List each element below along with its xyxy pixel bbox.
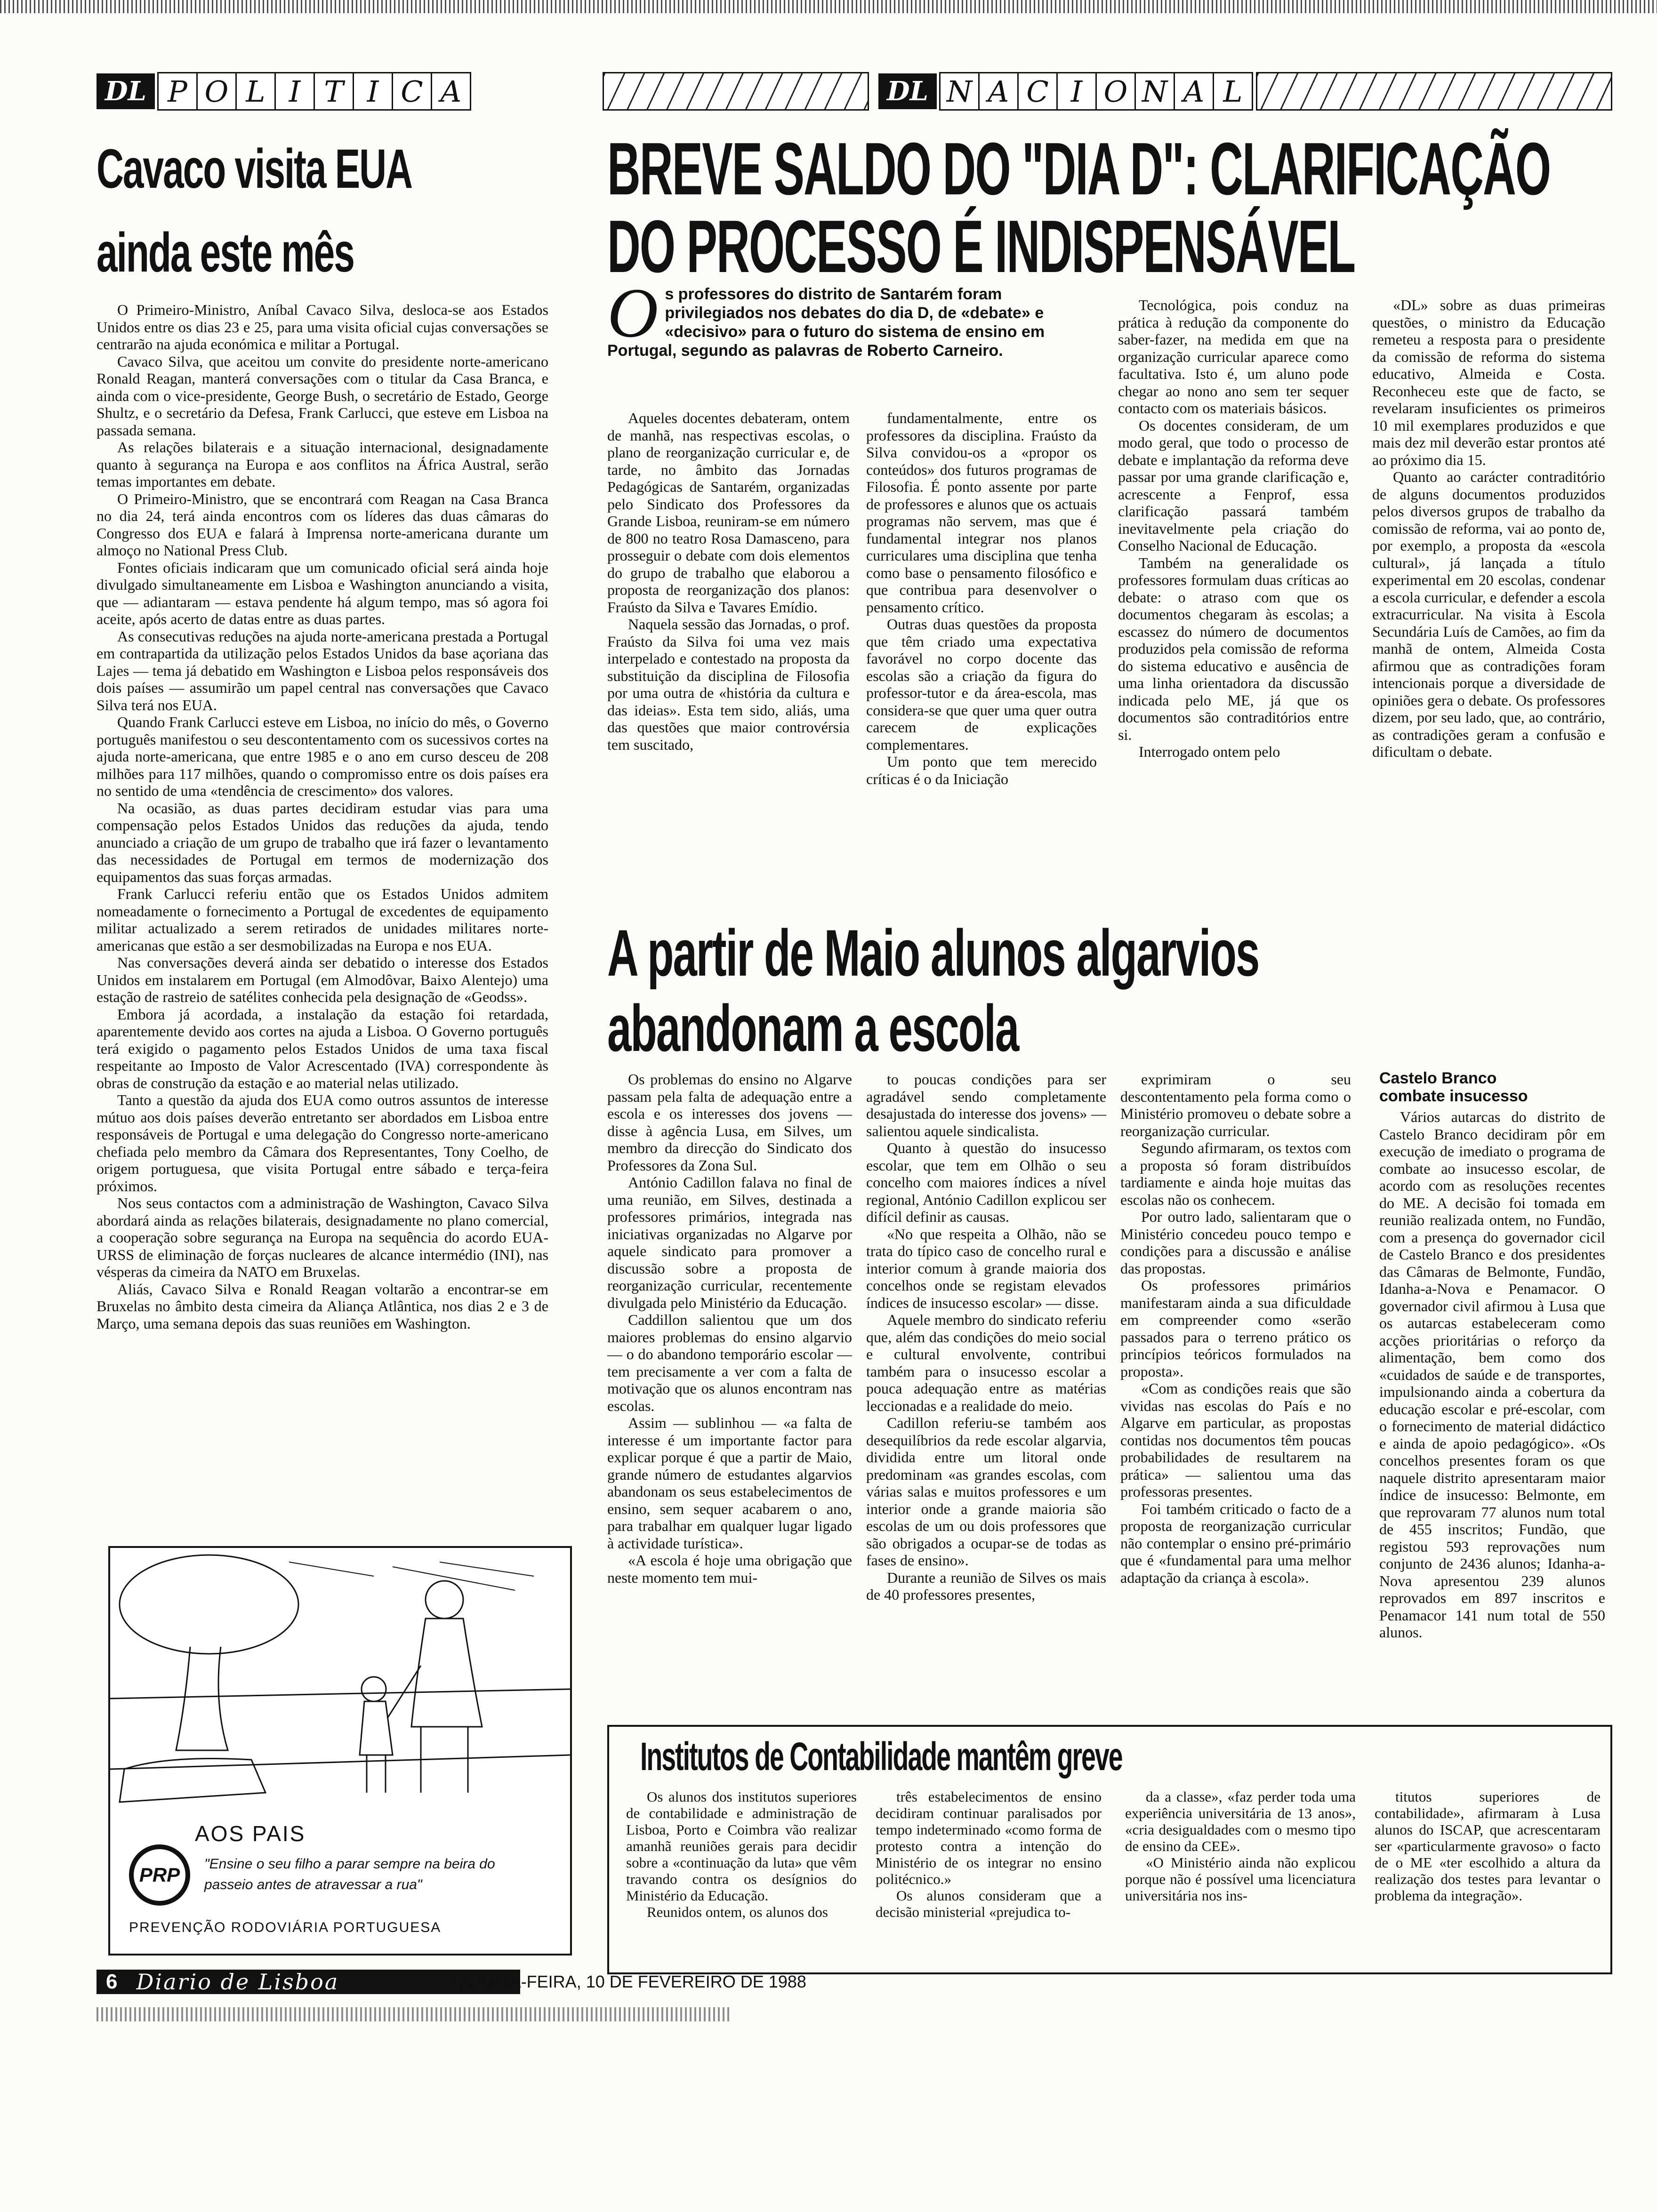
paragraph: Os alunos dos institutos superiores de contabilidade e administração de Lisboa, Porto e Coimbra vão realizar amanhã reuniões gerais para decidir sobre a «continuação da luta» que vêm travando contra os desígnios do Ministério da Educação. — [626, 1788, 857, 1904]
paragraph: Frank Carlucci referiu então que os Estados Unidos admitem nomeadamente o fornecimento a Portugal de excedentes de equipamento militar actualizado a serem retirados de unidades militares norte-americanas que estão a ser desmobilizadas na Europa e nos EUA. — [97, 885, 548, 954]
paragraph: Cadillon referiu-se também aos desequilíbrios da rede escolar algarvia, dividida entre um litoral onde predominam «as grandes escolas, com várias salas e muitos professores e um interior onde a grande maioria são escolas de um ou dois professores que são obrigados a ocupar-se de todas as fases de ensino». — [866, 1414, 1106, 1569]
paragraph: O Primeiro-Ministro, Aníbal Cavaco Silva, desloca-se aos Estados Unidos entre os dias 23 e 25, para uma visita oficial cujas conversações se centrarão na ajuda económica e militar a Portugal. — [97, 301, 548, 353]
paragraph: Quando Frank Carlucci esteve em Lisboa, no início do mês, o Governo português manifestou o seu descontentamento com os sucessivos cortes na ajuda norte-americana, que entre 1985 e o ano em curso desceu de 208 milhões para 117 milhões, quando o compromisso entre os dois países era no sentido de uma «tendência de crescimento» dos valores. — [97, 713, 548, 799]
paragraph: Tanto a questão da ajuda dos EUA como outros assuntos de interesse mútuo aos dois países deverão entretanto ser abordados em Lisboa entre responsáveis de Portugal e uma delegação do Congresso norte-americano chefiada pelo membro da Câmara dos Representantes, Tony Coelho, de origem portuguesa, que visita Portugal entre sábado e terça-feira próximos. — [97, 1091, 548, 1194]
dl-logo: DL — [97, 73, 155, 109]
paragraph: Outras duas questões da proposta que têm criado uma expectativa favorável no corpo docente das escolas são a criação da figura do professor-tutor e da área-escola, mas considera-se que quer uma quer outra carecem de explicações complementares. — [866, 616, 1097, 753]
algarve-column-2 — [866, 1071, 1106, 1603]
paragraph: Naquela sessão das Jornadas, o prof. Fraústo da Silva foi uma vez mais interpelado e contestado na proposta da substituição da disciplina de Filosofia por uma outra de «história da cultura e das ideias». Esta tem sido, aliás, uma das questões que maior controvérsia tem suscitado, — [607, 616, 850, 753]
nacional-column-4 — [1372, 297, 1605, 761]
nacional-column-3 — [1118, 297, 1349, 761]
algarve-column-3 — [1120, 1071, 1351, 1586]
section-label-politica — [159, 72, 471, 111]
institutos-column-2 — [876, 1788, 1102, 1920]
section-letter: O — [196, 72, 237, 111]
road-safety-ad — [108, 1546, 572, 1956]
ad-title: AOS PAIS — [195, 1821, 306, 1846]
paragraph: Vários autarcas do distrito de Castelo Branco decidiram pôr em execução de imediato o programa de combate ao insucesso escolar, de acordo com as resoluções recentes do ME. A decisão foi tomada em reunião realizada ontem, no Fundão, com a presença do governador cicil de Castelo Branco e dos presidentes das Câmaras de Belmonte, Fundão, Idanha-a-Nova e Penamacor. O governador civil afirmou à Lusa que os autarcas estabeleceram como acções prioritárias o reforço da alimentação, bem como dos «cuidados de saúde e de transportes, impulsionando ainda a cobertura da educação escolar e pré-escolar, com o fornecimento de material didáctico e ainda de apoio pedagógico». «Os concelhos presentes foram os que naquele distrito apresentaram maior índice de insucesso: Belmonte, em que reprovaram 77 alunos num total de 455 inscritos; Fundão, que registou 593 reprovações num conjunto de 2436 alunos; Idanha-a-Nova apresentou 239 alunos reprovados em 897 inscritos e Penamacor 141 num total de 550 alunos. — [1379, 1108, 1605, 1641]
paragraph: Caddillon salientou que um dos maiores problemas do ensino algarvio — o do abandono temporário escolar — tem precisamente a ver com a falta de motivação que os alunos encontram nas escolas. — [607, 1311, 852, 1414]
paragraph: «A escola é hoje uma obrigação que neste momento tem mui- — [607, 1552, 852, 1586]
paragraph: «O Ministério ainda não explicou porque não é possível uma licenciatura universitária nos ins- — [1125, 1854, 1356, 1904]
paragraph: António Cadillon falava no final de uma reunião, em Silves, destinada a professores primários, integrada nas iniciativas organizadas no Algarve por aquele sindicato para promover a discussão sobre a proposta de reorganização curricular, recentemente divulgada pelo Ministério da Educação. — [607, 1174, 852, 1311]
nacional-column-1 — [607, 409, 850, 753]
bottom-noise-strip — [97, 2007, 732, 2021]
lead-text: s professores do distrito de Santarém foram privilegiados nos debates do dia D, de «debate» e «decisivo» para o futuro do sistema de ensino em Portugal, segundo as palavras de Roberto Carneiro. — [607, 285, 1045, 360]
section-letter: L — [235, 72, 276, 111]
section-letter: A — [431, 72, 471, 111]
paragraph: Reunidos ontem, os alunos dos — [647, 1904, 828, 1920]
section-letter: O — [1095, 72, 1136, 111]
paragraph: Um ponto que tem merecido críticas é o da Iniciação — [866, 753, 1097, 787]
castelo-article-body — [1379, 1108, 1605, 1641]
page-number: 6 — [106, 1970, 118, 1993]
section-letter: P — [157, 72, 198, 111]
castelo-headline-line2: combate insucesso — [1379, 1087, 1528, 1105]
algarve-column-1 — [607, 1071, 852, 1586]
politica-headline-line1: Cavaco visita EUA — [97, 138, 412, 200]
banner-hatch-right — [1256, 72, 1612, 111]
paragraph: Fontes oficiais indicaram que um comunicado oficial será ainda hoje divulgado simultaneamente em Lisboa e Washington anunciando a visita, que — adiantaram — estava pendente há algum tempo, mas só agora foi aceite, após acerto de datas entre as duas partes. — [97, 559, 548, 627]
paragraph: to poucas condições para ser agradável sendo completamente desajustada do interesse dos jovens» — salientou aquele sindicalista. — [866, 1071, 1106, 1139]
section-letter: I — [353, 72, 393, 111]
paragraph: Quanto ao carácter contraditório de alguns documentos produzidos pelos diversos grupos de trabalho da comissão de reforma, vai ao ponto de, por exemplo, a proposta da «escola cultural», já lançada a título experimental em 20 escolas, condenar a escola curricular, e defender a escola extracurricular. Na visita à Escola Secundária Luís de Camões, ao fim da manhã de ontem, Almeida Costa afirmou que as contradições foram intencionais porque a diversidade de opiniões gera o debate. Os professores dizem, por seu lado, que, ao contrário, as contradições geram a confusão e dificultam o debate. — [1372, 468, 1605, 760]
section-letter: N — [939, 72, 980, 111]
paragraph: Na ocasião, as duas partes decidiram estudar vias para uma compensação pelos Estados Unidos das reduções da ajuda, tendo anunciado a criação de um grupo de trabalho que irá fazer o levantamento das necessidades de Portugal em termos de modernização dos equipamentos das suas forças armadas. — [97, 799, 548, 885]
dl-logo: DL — [878, 73, 937, 109]
paragraph: Durante a reunião de Silves os mais de 40 professores presentes, — [866, 1569, 1106, 1603]
algarve-headline-line2: abandonam a escola — [607, 991, 1019, 1065]
paragraph: Os professores primários manifestaram ainda a sua dificuldade em compreender como «serão passados para o terreno prático os princípios teóricos formulados na proposta». — [1120, 1277, 1351, 1380]
paragraph: Aquele membro do sindicato referiu que, além das condições do meio social e cultural envolvente, contribui também para o insucesso escolar a pouca adequação entre as matérias leccionadas e a realidade do meio. — [866, 1311, 1106, 1414]
paragraph: As relações bilaterais e a situação internacional, designadamente quanto à segurança na Europa e aos conflitos na África Austral, serão temas importantes em debate. — [97, 439, 548, 490]
paragraph: titutos superiores de contabilidade», afirmaram à Lusa alunos do ISCAP, que acrescentaram ser «particularmente gravoso» o facto de o ME «ter escolhido a altura da realização dos testes para levantar o problema da integração». — [1375, 1788, 1601, 1904]
section-letter: I — [274, 72, 315, 111]
nacional-headline-line2: DO PROCESSO É INDISPENSÁVEL — [607, 205, 1355, 288]
masthead-name: Diario de Lisboa — [136, 1969, 339, 1995]
paragraph: fundamentalmente, entre os professores da disciplina. Fraústo da Silva convidou-os a «propor os conteúdos» dos futuros programas de Filosofia. É ponto assente por parte de professores e alunos que os actuais programas não servem, mas que é fundamental integrar nos planos curriculares uma disciplina que tenha como base o pensamento filosófico e que contribua para desenvolver o pensamento crítico. — [866, 409, 1097, 616]
ad-quote: "Ensine o seu filho a parar sempre na beira do passeio antes de atravessar a rua" — [204, 1856, 495, 1892]
section-letter: N — [1134, 72, 1175, 111]
castelo-headline-line1: Castelo Branco — [1379, 1069, 1497, 1087]
politica-banner — [97, 71, 558, 112]
institutos-column-1 — [626, 1788, 857, 1920]
paragraph: exprimiram o seu descontentamento pela forma como o Ministério promoveu o debate sobre a reorganização curricular. — [1120, 1071, 1351, 1139]
section-label-nacional — [941, 72, 1253, 111]
paragraph: Embora já acordada, a instalação da estação foi retardada, aparentemente devido aos cortes na ajuda a Lisboa. O Governo português terá exigido o pagamento pelos Estados Unidos de uma taxa fiscal respeitante ao Imposto de Valor Acrescentado (IVA) correspondente às obras de construção da estação e ao material nelas utilizado. — [97, 1005, 548, 1091]
institutos-headline: Institutos de Contabilidade mantêm greve — [640, 1734, 1122, 1779]
section-letter: C — [1017, 72, 1058, 111]
paragraph: Aliás, Cavaco Silva e Ronald Reagan voltarão a encontrar-se em Bruxelas no âmbito desta cimeira da Aliança Atlântica, nos dias 2 e 3 de Março, uma semana depois das suas reuniões em Washington. — [97, 1280, 548, 1332]
algarve-headline-line1: A partir de Maio alunos algarvios — [607, 916, 1259, 990]
section-letter: L — [1213, 72, 1253, 111]
footer-date: QUARTA-FEIRA, 10 DE FEVEREIRO DE 1988 — [452, 1972, 806, 1991]
prp-logo-text: PRP — [139, 1864, 180, 1886]
section-letter: A — [978, 72, 1019, 111]
prp-logo-icon — [129, 1844, 190, 1906]
section-letter: T — [314, 72, 354, 111]
institutos-column-4 — [1375, 1788, 1601, 1904]
nacional-headline-line1: BREVE SALDO DO "DIA D": CLARIFICAÇÃO — [607, 128, 1551, 210]
paragraph: «No que respeita a Olhão, não se trata do típico caso de concelho rural e interior comum à grande maioria dos concelhos onde se registam elevados índices de insucesso escolar» — disse. — [866, 1225, 1106, 1311]
paragraph: Também na generalidade os professores formulam duas críticas ao debate: o atraso com que os documentos chegaram às escolas; a escassez do número de documentos produzidos pela comissão de reforma do sistema educativo e ausência de uma linha orientadora da discussão indicada pelo ME, já que os documentos são contraditórios entre si. — [1118, 554, 1349, 743]
paragraph: três estabelecimentos de ensino decidiram continuar paralisados por tempo indeterminado «como forma de protesto contra a intenção do Ministério de os integrar no ensino politécnico.» — [876, 1788, 1102, 1887]
nacional-banner — [603, 71, 1612, 112]
section-letter: C — [392, 72, 432, 111]
paragraph: Tecnológica, pois conduz na prática à redução da componente do saber-fazer, na medida em que na organização curricular aparece como facultativa. Isto é, um aluno pode chegar ao nono ano sem ter sequer contacto com os materiais básicos. — [1118, 297, 1349, 417]
paragraph: Nas conversações deverá ainda ser debatido o interesse dos Estados Unidos em instalarem em Portugal (em Almodôvar, Baixo Alentejo) uma estação de rastreio de satélites conhecida pela designação de «Geodss». — [97, 954, 548, 1005]
nacional-column-2 — [866, 409, 1097, 787]
nacional-lead — [607, 274, 1092, 360]
castelo-headline — [1379, 1069, 1605, 1105]
paragraph: Por outro lado, salientaram que o Ministério concedeu pouco tempo e condições para a discussão e análise das propostas. — [1120, 1208, 1351, 1277]
politica-headline-line2: ainda este mês — [97, 222, 354, 284]
paragraph: As consecutivas reduções na ajuda norte-americana prestada a Portugal em contrapartida da utilização pelos Estados Unidos da base açoriana das Lajes — tema já debatido em Washington e Lisboa pelos responsáveis dos dois países — assumirão um papel central nas conversações que Cavaco Silva terá nos EUA. — [97, 627, 548, 713]
institutos-column-3 — [1125, 1788, 1356, 1904]
paragraph: O Primeiro-Ministro, que se encontrará com Reagan na Casa Branca no dia 24, terá ainda encontros com os líderes das duas câmaras do Congresso dos EUA e falará à Imprensa norte-americana durante um almoço no National Press Club. — [97, 490, 548, 559]
ad-sponsor: PREVENÇÃO RODOVIÁRIA PORTUGUESA — [129, 1920, 442, 1935]
paragraph: Quanto à questão do insucesso escolar, que tem em Olhão o seu concelho com maiores índices a nível regional, António Cadillon explicou ser difícil definir as causas. — [866, 1139, 1106, 1225]
paragraph: Assim — sublinhou — «a falta de interesse é um importante factor para explicar porque é que a partir de Maio, grande número de estudantes algarvios abandonam os seus estabelecimentos de ensino, sem sequer acabarem o ano, para trabalhar em qualquer lugar ligado à actividade turística». — [607, 1414, 852, 1552]
banner-hatch-left — [603, 72, 869, 111]
paragraph: «DL» sobre as duas primeiras questões, o ministro da Educação remeteu a resposta para o presidente da comissão de reforma do sistema educativo, Almeida e Costa. Reconheceu este que de facto, se revelaram insuficientes os primeiros 10 mil exemplares produzidos e que mais dez mil deverão estar prontos até ao próximo dia 15. — [1372, 297, 1605, 468]
paragraph: da a classe», «faz perder toda uma experiência universitária de 13 anos», «cria desigualdades com o mesmo tipo de ensino da CEE». — [1125, 1788, 1356, 1854]
section-letter: I — [1056, 72, 1097, 111]
paragraph: Foi também criticado o facto de a proposta de reorganização curricular não contemplar o ensino pré-primário que é «fundamental para uma melhor adaptação da criança à escola». — [1120, 1500, 1351, 1586]
paragraph: «Com as condições reais que são vividas nas escolas do País e no Algarve em particular, as propostas contidas nos documentos têm poucas probabilidades de resultarem na prática» — salientou uma das professoras presentes. — [1120, 1380, 1351, 1500]
paragraph: Interrogado ontem pelo — [1139, 743, 1280, 760]
top-border — [0, 0, 1657, 13]
ad-illustration — [110, 1548, 570, 1811]
section-letter: A — [1174, 72, 1214, 111]
paragraph: Segundo afirmaram, os textos com a proposta só foram distribuídos tardiamente e ainda hoje muitas das escolas não os conhecem. — [1120, 1139, 1351, 1208]
paragraph: Os alunos consideram que a decisão ministerial «prejudica to- — [876, 1887, 1102, 1920]
paragraph: Os problemas do ensino no Algarve passam pela falta de adequação entre a escola e os interesses dos jovens — disse à agência Lusa, em Silves, um membro da direcção do Sindicato dos Professores da Zona Sul. — [607, 1071, 852, 1174]
dropcap: O — [607, 274, 659, 352]
politica-article-body — [97, 301, 548, 1332]
paragraph: Os docentes consideram, de um modo geral, que todo o processo de debate e implantação da reforma deve passar por uma grande clarificação e, acrescente a Fenprof, essa clarificação passará também inevitavelmente pela criação do Conselho Nacional de Educação. — [1118, 417, 1349, 554]
paragraph: Aqueles docentes debateram, ontem de manhã, nas respectivas escolas, o plano de reorganização curricular e, de tarde, no âmbito das Jornadas Pedagógicas de Santarém, organizadas pelo Sindicato dos Professores da Grande Lisboa, reuniram-se em número de 800 no teatro Rosa Damasceno, para prosseguir o debate com dois elementos do grupo de trabalho que elaborou a proposta de reorganização dos planos: Fraústo da Silva e Tavares Emídio. — [607, 409, 850, 616]
paragraph: Cavaco Silva, que aceitou um convite do presidente norte-americano Ronald Reagan, manterá conversações com o titular da Casa Branca, e ainda com o vice-presidente, George Bush, o secretário de Estado, George Shultz, e o secretário da Defesa, Frank Carlucci, que esteve em Lisboa na passada semana. — [97, 353, 548, 439]
paragraph: Nos seus contactos com a administração de Washington, Cavaco Silva abordará ainda as relações bilaterais, designadamente no plano comercial, a cooperação sobre segurança na Europa na sequência do acordo EUA-URSS de eliminação de forças nucleares de alcance intermédio (INI), nas vésperas da cimeira da NATO em Bruxelas. — [97, 1194, 548, 1280]
